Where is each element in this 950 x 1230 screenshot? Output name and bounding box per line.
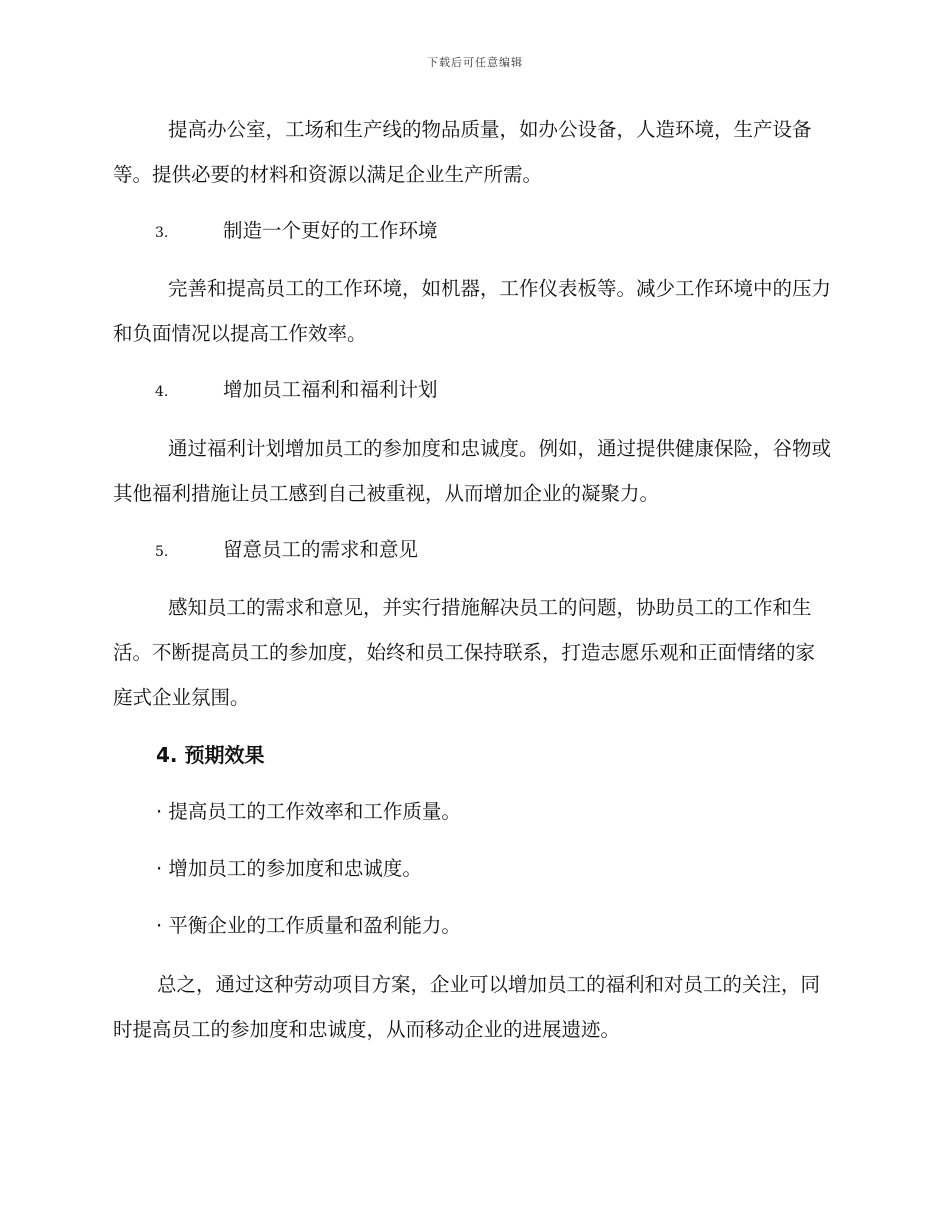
- paragraph-materials: [113, 107, 833, 197]
- item-number: 4.: [155, 384, 169, 400]
- paragraph-conclusion: [113, 962, 833, 1052]
- bullet-item: · 提高员工的工作效率和工作质量。: [156, 800, 461, 823]
- item-title: 增加员工福利和福利计划: [223, 378, 438, 401]
- item-number: 5.: [155, 544, 169, 560]
- item-heading-4: [155, 375, 438, 407]
- paragraph-materials-text: 提高办公室，工场和生产线的物品质量，如办公设备，人造环境，生产设备等。提供必要的材料和资源以满足企业生产所需。: [113, 118, 812, 186]
- paragraph-environment: [113, 266, 833, 356]
- item-title: 留意员工的需求和意见: [223, 538, 419, 561]
- paragraph-conclusion-text: 总之，通过这种劳动项目方案，企业可以增加员工的福利和对员工的关注，同时提高员工的参加度和忠诚度，从而移动企业的进展遗迹。: [113, 973, 821, 1041]
- item-heading-5: [155, 535, 418, 567]
- item-heading-3: [155, 216, 438, 248]
- paragraph-benefits-text: 通过福利计划增加员工的参加度和忠诚度。例如，通过提供健康保险，谷物或其他福利措施让员工感到自己被重视，从而增加企业的凝聚力。: [113, 437, 832, 505]
- paragraph-environment-text: 完善和提高员工的工作环境，如机器，工作仪表板等。减少工作环境中的压力和负面情况以提高工作效率。: [113, 277, 832, 345]
- page-header: 下载后可任意编辑: [427, 56, 523, 69]
- paragraph-feedback-text: 感知员工的需求和意见，并实行措施解决员工的问题，协助员工的工作和生活。不断提高员工的参加度，始终和员工保持联系，打造志愿乐观和正面情绪的家庭式企业氛围。: [113, 596, 816, 709]
- item-title: 制造一个更好的工作环境: [223, 219, 438, 242]
- bullet-item: · 平衡企业的工作质量和盈利能力。: [156, 914, 461, 937]
- section-heading-expected-results: 4. 预期效果: [156, 743, 265, 767]
- item-number: 3.: [155, 225, 169, 241]
- paragraph-benefits: [113, 426, 833, 516]
- paragraph-feedback: [113, 585, 833, 720]
- bullet-item: · 增加员工的参加度和忠诚度。: [156, 857, 422, 880]
